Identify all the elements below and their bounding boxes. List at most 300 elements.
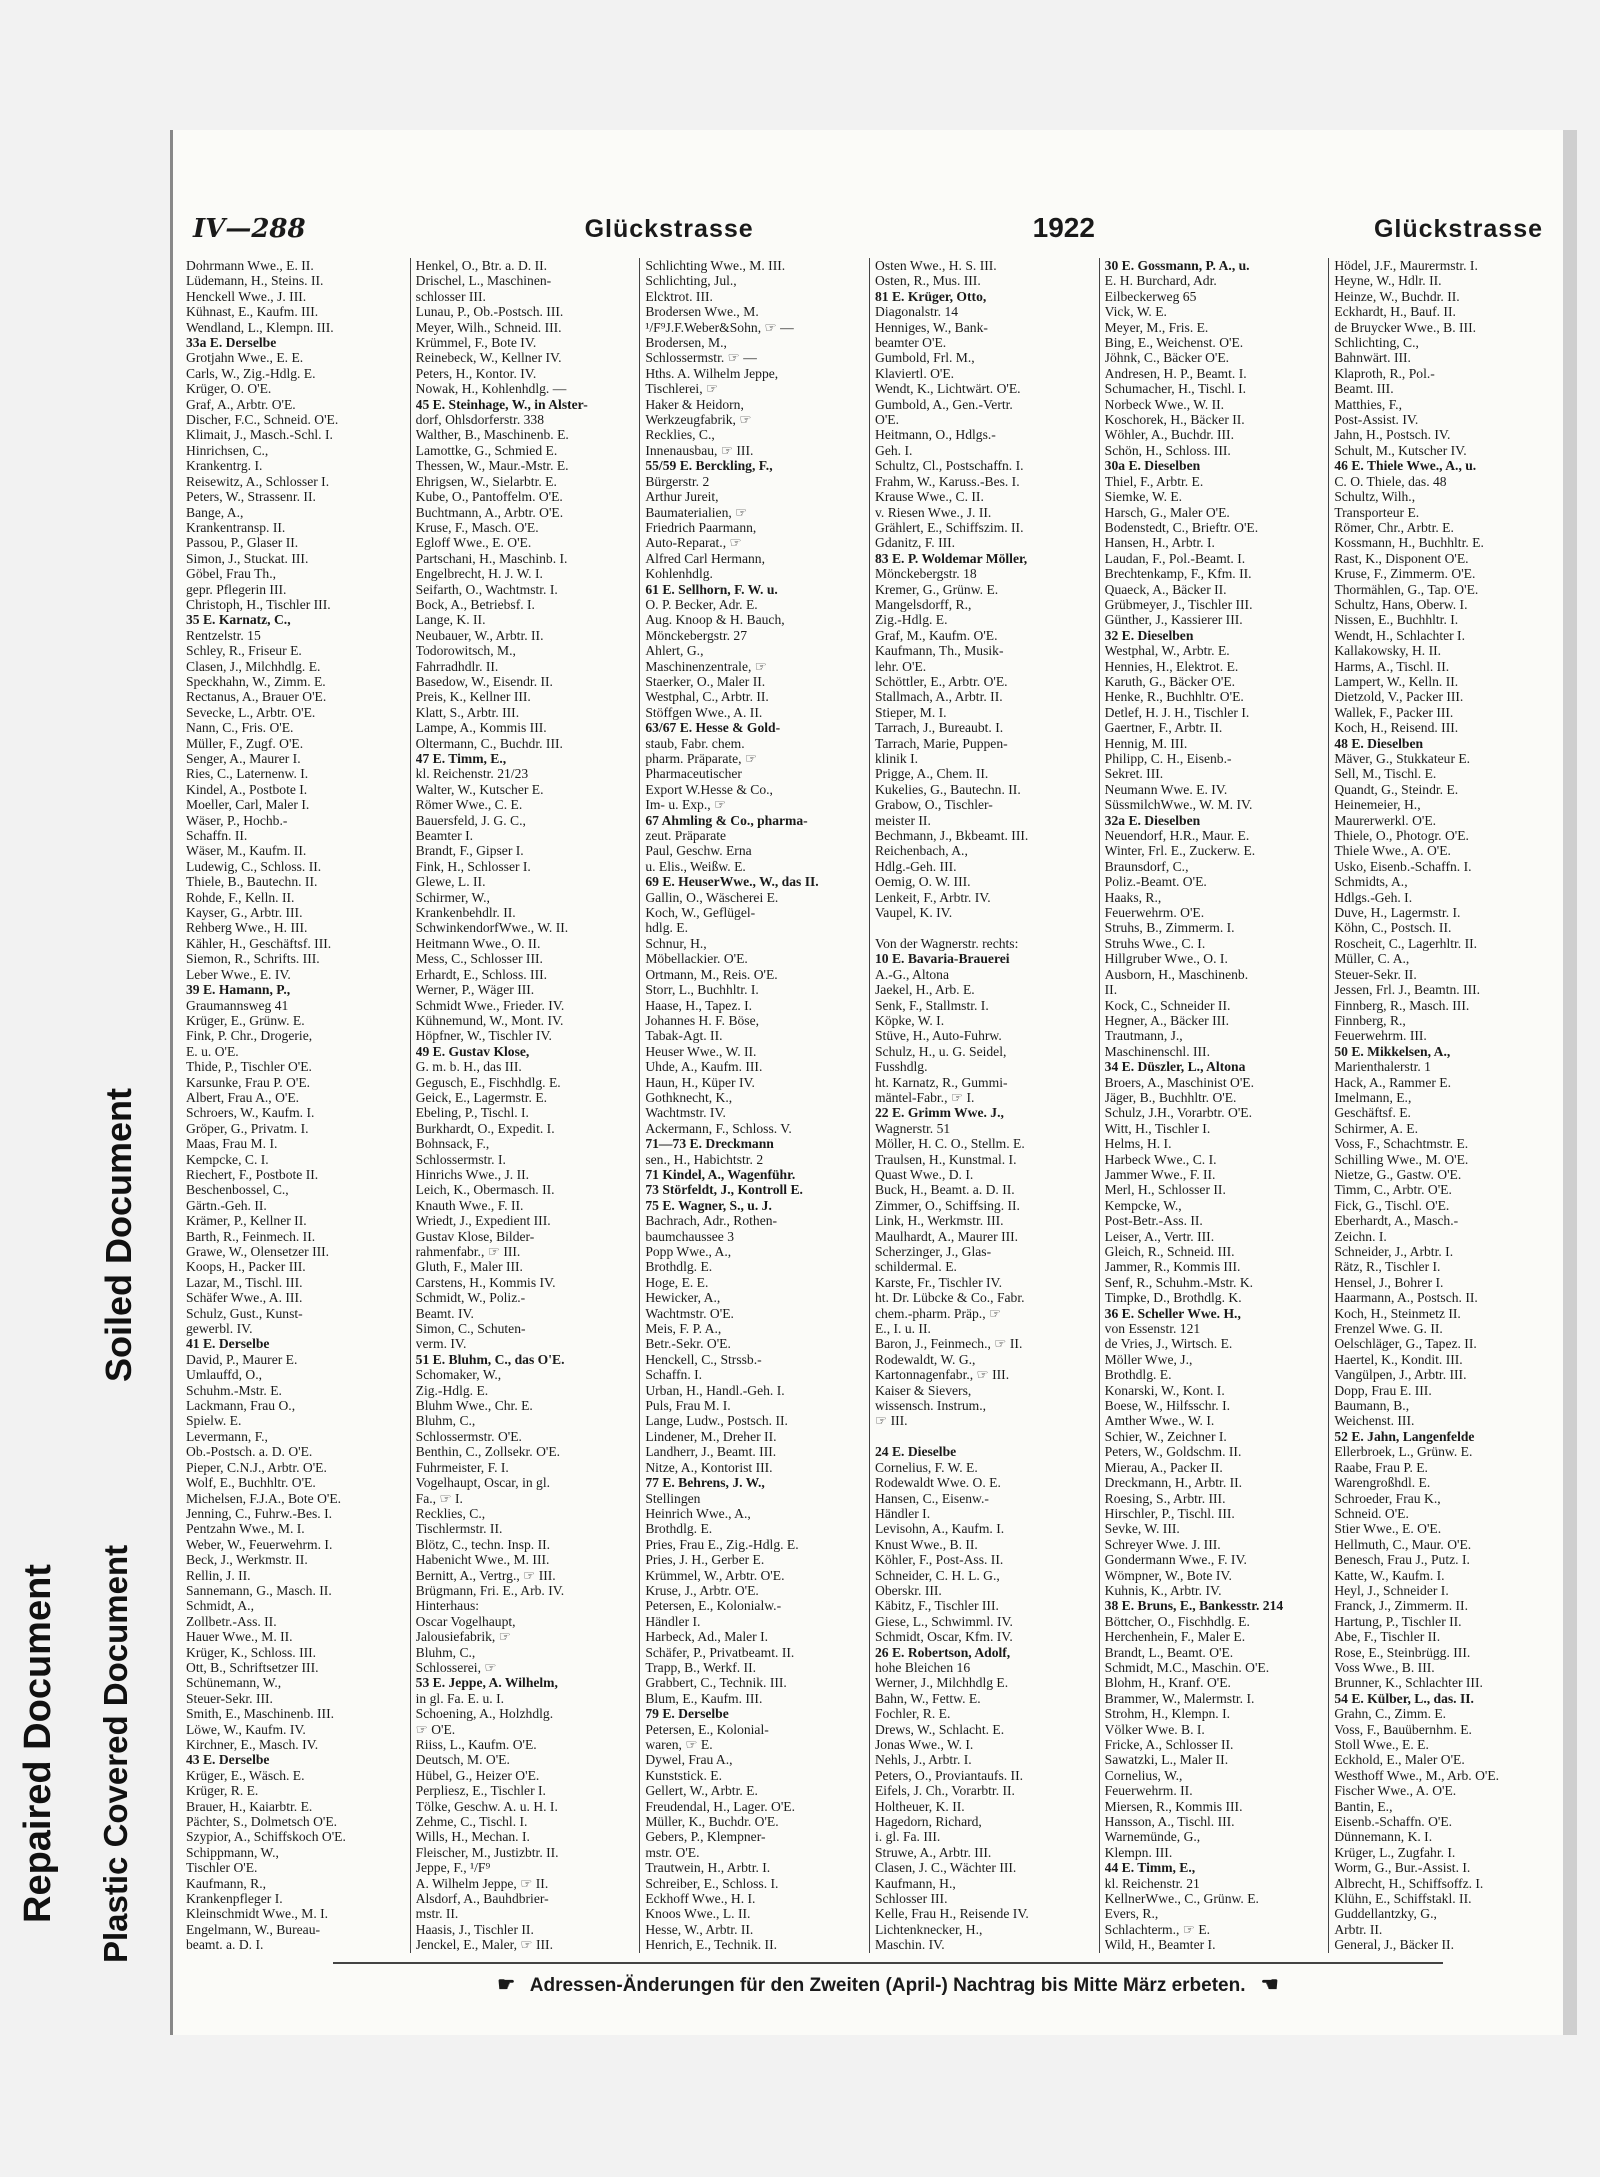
directory-entry: Broers, A., Maschinist O'E. bbox=[1104, 1074, 1254, 1090]
directory-entry: Maurerwerkl. O'E. bbox=[1334, 812, 1437, 828]
directory-entry: Johannes H. F. Böse, bbox=[645, 1012, 760, 1028]
directory-entry: Cornelius, W., bbox=[1104, 1767, 1183, 1783]
directory-entry: Westphal, W., Arbtr. E. bbox=[1104, 643, 1230, 659]
directory-entry: Heitmann, O., Hdlgs.- bbox=[875, 427, 996, 443]
directory-entry: Wallek, F., Packer III. bbox=[1334, 704, 1454, 720]
directory-entry: Bechmann, J., Bkbeamt. III. bbox=[875, 828, 1029, 844]
directory-entry: Drischel, L., Maschinen- bbox=[415, 273, 552, 289]
directory-entry: Zig.-Hdlg. E. bbox=[415, 1382, 489, 1398]
directory-entry: 38 E. Bruns, E., Bankesstr. 214 bbox=[1104, 1598, 1284, 1614]
directory-entry: Michelsen, F.J.A., Bote O'E. bbox=[186, 1490, 342, 1506]
directory-entry: Benthin, C., Zollsekr. O'E. bbox=[415, 1444, 561, 1460]
directory-entry: Mess, C., Schlosser III. bbox=[415, 951, 543, 967]
directory-entry: Evers, R., bbox=[1104, 1906, 1159, 1922]
directory-entry: Gebers, P., Klempner- bbox=[645, 1829, 766, 1845]
directory-entry: 54 E. Külber, L., das. II. bbox=[1334, 1690, 1474, 1706]
directory-entry: Westhoff Wwe., M., Arb. O'E. bbox=[1334, 1767, 1500, 1783]
directory-entry: Wild, H., Beamter I. bbox=[1104, 1937, 1216, 1953]
directory-entry: Pentzahn Wwe., M. I. bbox=[186, 1521, 305, 1537]
directory-entry: Schulz, J.H., Vorarbtr. O'E. bbox=[1104, 1105, 1252, 1121]
directory-entry: Von der Wagnerstr. rechts: bbox=[875, 935, 1019, 951]
directory-entry: Schley, R., Friseur E. bbox=[186, 643, 302, 659]
directory-entry: ht. Karnatz, R., Gummi- bbox=[875, 1074, 1008, 1090]
directory-entry: Schuhm.-Mstr. E. bbox=[186, 1382, 282, 1398]
directory-entry: Passou, P., Glaser II. bbox=[186, 535, 299, 551]
directory-entry: Klühn, E., Schiffstakl. II. bbox=[1334, 1891, 1472, 1907]
directory-column-1 bbox=[181, 258, 411, 1953]
directory-entry: de Vries, J., Wirtsch. E. bbox=[1104, 1336, 1233, 1352]
directory-entry: Seifarth, O., Wachtmstr. I. bbox=[415, 581, 558, 597]
directory-entry: 30a E. Dieselben bbox=[1104, 458, 1201, 474]
directory-entry: Ludewig, C., Schloss. II. bbox=[186, 858, 322, 874]
directory-entry: 46 E. Thiele Wwe., A., u. bbox=[1334, 458, 1477, 474]
directory-entry: Laudan, F., Pol.-Beamt. I. bbox=[1104, 550, 1246, 566]
directory-entry: Klaviertl. O'E. bbox=[875, 365, 955, 381]
directory-entry: Lazar, M., Tischl. III. bbox=[186, 1274, 303, 1290]
directory-entry: 53 E. Jeppe, A. Wilhelm, bbox=[415, 1675, 558, 1691]
directory-entry: Tarrach, J., Bureaubt. I. bbox=[875, 720, 1004, 736]
directory-entry: Kaiser & Sievers, bbox=[875, 1382, 972, 1398]
directory-entry: Gallin, O., Wäscherei E. bbox=[645, 889, 779, 905]
directory-entry: Jahn, H., Postsch. IV. bbox=[1334, 427, 1451, 443]
directory-entry: Henniges, W., Bank- bbox=[875, 319, 988, 335]
directory-entry: Norbeck Wwe., W. II. bbox=[1104, 396, 1225, 412]
directory-entry: Staerker, O., Maler II. bbox=[645, 673, 766, 689]
directory-entry: Koops, H., Packer III. bbox=[186, 1259, 306, 1275]
directory-entry: 49 E. Gustav Klose, bbox=[415, 1043, 530, 1059]
directory-entry: Wendt, H., Schlachter I. bbox=[1334, 627, 1465, 643]
directory-entry: Beamt. III. bbox=[1334, 381, 1394, 397]
directory-entry: Simon, C., Schuten- bbox=[415, 1321, 526, 1337]
directory-entry: Diagonalstr. 14 bbox=[875, 304, 959, 320]
directory-entry: Grahn, C., Zimm. E. bbox=[1334, 1706, 1447, 1722]
directory-entry: Discher, F.C., Schneid. O'E. bbox=[186, 412, 339, 428]
directory-entry: Köhler, F., Post-Ass. II. bbox=[875, 1552, 1004, 1568]
directory-entry: Gaertner, F., Arbtr. II. bbox=[1104, 720, 1223, 736]
directory-entry: Leber Wwe., E. IV. bbox=[186, 966, 291, 982]
directory-entry: Möller Wwe, J., bbox=[1104, 1351, 1193, 1367]
directory-entry: Möller, H. C. O., Stellm. E. bbox=[875, 1136, 1025, 1152]
page-number: IV—288 bbox=[193, 214, 306, 244]
directory-entry: Kock, C., Schneider II. bbox=[1104, 997, 1231, 1013]
directory-entry: Schneider, C. H. L. G., bbox=[875, 1567, 1000, 1583]
directory-entry: Käbitz, F., Tischler III. bbox=[875, 1598, 999, 1614]
directory-entry: Usko, Eisenb.-Schaffn. I. bbox=[1334, 858, 1472, 874]
directory-entry: A. Wilhelm Jeppe, ☞ II. bbox=[415, 1875, 549, 1891]
directory-entry: Feuerwehrm. II. bbox=[1104, 1783, 1193, 1799]
directory-columns bbox=[181, 258, 1559, 1953]
directory-entry: Maschinenschl. III. bbox=[1104, 1043, 1210, 1059]
directory-entry: Duve, H., Lagermstr. I. bbox=[1334, 905, 1461, 921]
directory-entry: Göbel, Frau Th., bbox=[186, 566, 276, 582]
directory-entry: Schlichting, C., bbox=[1334, 335, 1419, 351]
directory-entry: 45 E. Steinhage, W., in Alster- bbox=[415, 396, 588, 412]
directory-entry: Rodewaldt Wwe. O. E. bbox=[875, 1475, 1001, 1491]
directory-entry: Albert, Frau A., O'E. bbox=[186, 1089, 300, 1105]
directory-entry: 35 E. Karnatz, C., bbox=[186, 612, 291, 628]
directory-entry: Neumann Wwe. E. IV. bbox=[1104, 781, 1228, 797]
directory-entry: Reichenbach, A., bbox=[875, 843, 968, 859]
directory-entry: C. O. Thiele, das. 48 bbox=[1334, 473, 1447, 489]
directory-entry: Händler I. bbox=[645, 1613, 701, 1629]
directory-entry: Schön, H., Schloss. III. bbox=[1104, 442, 1231, 458]
directory-entry: mstr. O'E. bbox=[645, 1844, 700, 1860]
directory-entry: Schaffn. II. bbox=[186, 828, 248, 844]
directory-entry: Nowak, H., Kohlenhdlg. — bbox=[415, 381, 567, 397]
directory-entry: Heitmann Wwe., O. II. bbox=[415, 935, 541, 951]
directory-entry: Brothdlg. E. bbox=[645, 1259, 713, 1275]
directory-entry: Maschin. IV. bbox=[875, 1937, 945, 1953]
directory-entry: Schmidt Wwe., Frieder. IV. bbox=[415, 997, 565, 1013]
directory-entry: lehr. O'E. bbox=[875, 658, 927, 674]
directory-entry: E. H. Burchard, Adr. bbox=[1104, 273, 1217, 289]
directory-entry: Scherzinger, J., Glas- bbox=[875, 1244, 992, 1259]
directory-entry: Feuerwehrm. III. bbox=[1334, 1028, 1427, 1044]
directory-entry: Baumann, B., bbox=[1334, 1398, 1410, 1414]
directory-entry: Bluhm Wwe., Chr. E. bbox=[415, 1398, 533, 1414]
directory-entry: verm. IV. bbox=[415, 1336, 467, 1352]
directory-entry: Rectanus, A., Brauer O'E. bbox=[186, 689, 327, 705]
directory-entry: Stellingen bbox=[645, 1490, 701, 1506]
directory-entry: Prigge, A., Chem. II. bbox=[875, 766, 989, 782]
street-name-right: Glückstrasse bbox=[1373, 215, 1543, 243]
directory-entry: Eberhardt, A., Masch.- bbox=[1334, 1213, 1459, 1229]
directory-entry: Szypior, A., Schiffskoch O'E. bbox=[186, 1829, 346, 1845]
directory-entry: Ob.-Postsch. a. D. O'E. bbox=[186, 1444, 313, 1460]
directory-entry: Giese, L., Schwimml. IV. bbox=[875, 1613, 1013, 1629]
directory-entry: Gellert, W., Arbtr. E. bbox=[645, 1783, 758, 1799]
directory-entry: Burkhardt, O., Expedit. I. bbox=[415, 1120, 555, 1136]
directory-entry: Umlauffd, O., bbox=[186, 1367, 263, 1383]
directory-entry: Schmidt, A., bbox=[186, 1598, 254, 1614]
directory-entry: Kühnast, E., Kaufm. III. bbox=[186, 304, 319, 320]
directory-entry: Rehberg Wwe., H. III. bbox=[186, 920, 308, 936]
directory-entry: Warengroßhdl. E. bbox=[1334, 1475, 1431, 1491]
directory-entry: SüssmilchWwe., W. M. IV. bbox=[1104, 797, 1253, 813]
directory-entry: 30 E. Gossmann, P. A., u. bbox=[1104, 258, 1250, 273]
directory-entry: Sevecke, L., Arbtr. O'E. bbox=[186, 704, 316, 720]
directory-entry: Bock, A., Betriebsf. I. bbox=[415, 596, 535, 612]
directory-entry: Krankentrg. I. bbox=[186, 458, 263, 474]
directory-entry: Poliz.-Beamt. O'E. bbox=[1104, 874, 1207, 890]
directory-entry: Kube, O., Pantoffelm. O'E. bbox=[415, 489, 563, 505]
directory-entry: Drews, W., Schlacht. E. bbox=[875, 1721, 1005, 1737]
directory-entry: Müller, K., Buchdr. O'E. bbox=[645, 1814, 779, 1830]
directory-entry: meister II. bbox=[875, 812, 931, 828]
directory-entry: Franck, J., Zimmerm. II. bbox=[1334, 1598, 1468, 1614]
directory-entry: Schulz, Gust., Kunst- bbox=[186, 1305, 303, 1321]
directory-entry: Petersen, E., Kolonial- bbox=[645, 1721, 769, 1737]
directory-entry: Hennig, M. III. bbox=[1104, 735, 1188, 751]
directory-entry: Popp Wwe., A., bbox=[645, 1244, 732, 1259]
directory-entry: Ortmann, M., Reis. O'E. bbox=[645, 966, 778, 982]
directory-entry: schlosser III. bbox=[415, 288, 486, 304]
directory-entry: Oscar Vogelhaupt, bbox=[415, 1613, 516, 1629]
directory-entry: II. bbox=[1104, 982, 1118, 998]
directory-entry: Koschorek, H., Bäcker II. bbox=[1104, 412, 1245, 428]
directory-entry: Gärtn.-Geh. II. bbox=[186, 1197, 267, 1213]
directory-entry: Blum, E., Kaufm. III. bbox=[645, 1690, 763, 1706]
directory-entry: Wills, H., Mechan. I. bbox=[415, 1829, 530, 1845]
directory-entry: Weber, W., Feuerwehrm. I. bbox=[186, 1536, 333, 1552]
directory-entry: Benesch, Frau J., Putz. I. bbox=[1334, 1552, 1470, 1568]
directory-entry: ☞ III. bbox=[875, 1413, 908, 1429]
directory-entry: Schlossermstr. O'E. bbox=[415, 1428, 522, 1444]
directory-entry: Schünemann, W., bbox=[186, 1675, 282, 1691]
pointing-hand-icon: ☛ bbox=[497, 1974, 516, 1996]
directory-entry: Brothdlg. E. bbox=[645, 1521, 713, 1537]
directory-entry: Kartonnagenfabr., ☞ III. bbox=[875, 1367, 1010, 1383]
directory-entry: pharm. Präparate, ☞ bbox=[645, 751, 758, 766]
directory-entry: Storr, L., Buchhltr. I. bbox=[645, 982, 759, 998]
directory-entry: Lindener, M., Dreher II. bbox=[645, 1428, 777, 1444]
directory-entry: Kohlenhdlg. bbox=[645, 566, 713, 582]
directory-entry: Krümmel, F., Bote IV. bbox=[415, 335, 537, 351]
directory-entry: Jöhnk, C., Bäcker O'E. bbox=[1104, 350, 1230, 366]
directory-entry: Hennies, H., Elektrot. E. bbox=[1104, 658, 1239, 674]
directory-entry: Schultz, Wilh., bbox=[1334, 489, 1416, 505]
directory-entry: 43 E. Derselbe bbox=[186, 1752, 270, 1768]
directory-entry: Reisewitz, A., Schlosser I. bbox=[186, 473, 330, 489]
directory-entry: Raabe, Frau P. E. bbox=[1334, 1459, 1428, 1475]
directory-entry: 47 E. Timm, E., bbox=[415, 751, 507, 766]
directory-entry: Hewicker, A., bbox=[645, 1290, 721, 1306]
directory-entry: Voss, F., Bauübernhm. E. bbox=[1334, 1721, 1472, 1737]
directory-entry: Buchtmann, A., Arbtr. O'E. bbox=[415, 504, 564, 520]
directory-entry: Schäfer, P., Privatbeamt. II. bbox=[645, 1644, 795, 1660]
directory-entry: Partschani, H., Maschinb. I. bbox=[415, 550, 568, 566]
directory-entry: Harbeck, Ad., Maler I. bbox=[645, 1629, 769, 1645]
directory-entry: Schroeder, Frau K., bbox=[1334, 1490, 1441, 1506]
directory-entry: Frahm, W., Karuss.-Bes. I. bbox=[875, 473, 1020, 489]
directory-entry: Schlossermstr. I. bbox=[415, 1151, 506, 1167]
directory-entry: Sell, M., Tischl. E. bbox=[1334, 766, 1437, 782]
directory-entry: Thessen, W., Maur.-Mstr. E. bbox=[415, 458, 569, 474]
directory-entry: Hinterhaus: bbox=[415, 1598, 480, 1614]
directory-entry: mäntel-Fabr., ☞ I. bbox=[875, 1089, 975, 1105]
directory-entry: Haertel, K., Kondit. III. bbox=[1334, 1351, 1463, 1367]
directory-entry: Hack, A., Rammer E. bbox=[1334, 1074, 1451, 1090]
directory-entry: Auto-Reparat., ☞ bbox=[645, 535, 742, 551]
directory-entry: waren, ☞ E. bbox=[645, 1737, 713, 1752]
directory-entry: Stieper, M. I. bbox=[875, 704, 947, 720]
directory-entry: schildermal. E. bbox=[875, 1259, 957, 1275]
directory-entry: Bahn, W., Fettw. E. bbox=[875, 1690, 981, 1706]
directory-entry: Eckhardt, H., Bauf. II. bbox=[1334, 304, 1456, 320]
directory-entry: Maschinenzentrale, ☞ bbox=[645, 658, 767, 674]
directory-entry: Link, H., Werkmstr. III. bbox=[875, 1213, 1004, 1229]
directory-entry: 71—73 E. Dreckmann bbox=[645, 1136, 774, 1152]
directory-column-2 bbox=[411, 258, 641, 1953]
directory-entry: Bantin, E., bbox=[1334, 1798, 1393, 1814]
directory-entry: Lampe, A., Kommis III. bbox=[415, 720, 547, 736]
directory-entry: Levermann, F., bbox=[186, 1428, 268, 1444]
directory-entry: Dopp, Frau E. III. bbox=[1334, 1382, 1432, 1398]
directory-entry: Wachtmstr. IV. bbox=[645, 1105, 726, 1121]
directory-entry: Karsunke, Frau P. O'E. bbox=[186, 1074, 311, 1090]
directory-entry: Dünnemann, K. I. bbox=[1334, 1829, 1433, 1845]
directory-entry: Kelle, Frau H., Reisende IV. bbox=[875, 1906, 1029, 1922]
directory-entry: 73 Störfeldt, J., Kontroll E. bbox=[645, 1182, 803, 1198]
directory-entry: Stöffgen Wwe., A. II. bbox=[645, 704, 763, 720]
directory-entry: Thiele Wwe., A. O'E. bbox=[1334, 843, 1451, 859]
directory-entry: Bernitt, A., Vertrg., ☞ III. bbox=[415, 1567, 556, 1583]
directory-entry: Pächter, S., Dolmetsch O'E. bbox=[186, 1814, 338, 1830]
directory-entry: Schultz, Hans, Oberw. I. bbox=[1334, 596, 1468, 612]
directory-entry: Schlosser III. bbox=[875, 1891, 948, 1907]
directory-entry: Wömpner, W., Bote IV. bbox=[1104, 1567, 1232, 1583]
directory-entry: Timm, C., Arbtr. O'E. bbox=[1334, 1182, 1452, 1198]
directory-entry: Dreckmann, H., Arbtr. II. bbox=[1104, 1475, 1243, 1491]
directory-entry: Urban, H., Handl.-Geh. I. bbox=[645, 1382, 785, 1398]
directory-entry: Beschenbossel, C., bbox=[186, 1182, 289, 1198]
directory-entry: Schult, M., Kutscher IV. bbox=[1334, 442, 1467, 458]
directory-entry: Bange, A., bbox=[186, 504, 244, 520]
directory-entry: Krüger, E., Grünw. E. bbox=[186, 1012, 305, 1028]
directory-entry: Kossmann, H., Buchhltr. E. bbox=[1334, 535, 1484, 551]
directory-entry: Struwe, A., Arbtr. III. bbox=[875, 1844, 992, 1860]
directory-entry: Dohrmann Wwe., E. II. bbox=[186, 258, 314, 273]
directory-entry: Klaproth, R., Pol.- bbox=[1334, 365, 1435, 381]
directory-entry: Haase, H., Tapez. I. bbox=[645, 997, 753, 1013]
directory-entry: Mierau, A., Packer II. bbox=[1104, 1459, 1223, 1475]
directory-entry: Sevke, W. III. bbox=[1104, 1521, 1180, 1537]
directory-entry: Köpke, W. I. bbox=[875, 1012, 945, 1028]
directory-entry: O. P. Becker, Adr. E. bbox=[645, 596, 758, 612]
directory-entry: Bodenstedt, C., Brieftr. O'E. bbox=[1104, 519, 1259, 535]
directory-entry: Graf, A., Arbtr. O'E. bbox=[186, 396, 296, 412]
directory-entry: David, P., Maurer E. bbox=[186, 1351, 298, 1367]
directory-entry: Innenausbau, ☞ III. bbox=[645, 442, 754, 458]
directory-entry: Traulsen, H., Kunstmal. I. bbox=[875, 1151, 1017, 1167]
directory-entry: Katte, W., Kaufm. I. bbox=[1334, 1567, 1445, 1583]
directory-entry: Arthur Jureit, bbox=[645, 489, 719, 505]
directory-entry: Moeller, Carl, Maler I. bbox=[186, 797, 310, 813]
directory-entry: Kaufmann, R., bbox=[186, 1875, 267, 1891]
directory-entry: Imelmann, E., bbox=[1334, 1089, 1412, 1105]
directory-entry: Brechtenkamp, F., Kfm. II. bbox=[1104, 566, 1252, 582]
directory-entry: Wachtmstr. O'E. bbox=[645, 1305, 734, 1321]
directory-entry: Ellerbroek, L., Grünw. E. bbox=[1334, 1444, 1473, 1460]
directory-entry: Maas, Frau M. I. bbox=[186, 1136, 278, 1152]
directory-entry: Marienthalerstr. 1 bbox=[1334, 1059, 1431, 1075]
directory-entry: 36 E. Scheller Wwe. H., bbox=[1104, 1305, 1241, 1321]
directory-entry: Müller, F., Zugf. O'E. bbox=[186, 735, 304, 751]
directory-entry: Thide, P., Tischler O'E. bbox=[186, 1059, 312, 1075]
directory-entry: 44 E. Timm, E., bbox=[1104, 1860, 1196, 1876]
directory-entry: Quandt, G., Steindr. E. bbox=[1334, 781, 1459, 797]
directory-entry: Detlef, H. J. H., Tischler I. bbox=[1104, 704, 1250, 720]
directory-entry: Wendt, K., Lichtwärt. O'E. bbox=[875, 381, 1021, 397]
directory-entry: Hellmuth, C., Maur. O'E. bbox=[1334, 1536, 1472, 1552]
directory-entry: Braunsdorf, C., bbox=[1104, 858, 1189, 874]
directory-entry: Wäser, P., Hochb.- bbox=[186, 812, 288, 828]
directory-entry: 55/59 E. Berckling, F., bbox=[645, 458, 773, 474]
directory-entry: Jammer Wwe., F. II. bbox=[1104, 1166, 1216, 1182]
directory-entry: Jenckel, E., Maler, ☞ III. bbox=[415, 1937, 553, 1953]
directory-entry: Brunner, K., Schlachter III. bbox=[1334, 1675, 1483, 1691]
directory-entry: ¹/F⁹J.F.Weber&Sohn, ☞ — bbox=[645, 319, 794, 335]
directory-entry: Krause Wwe., C. II. bbox=[875, 489, 984, 505]
directory-entry: Kaufmann, Th., Musik- bbox=[875, 643, 1004, 659]
directory-entry: Helms, H. I. bbox=[1104, 1136, 1172, 1152]
directory-entry: Nitze, A., Kontorist III. bbox=[645, 1459, 773, 1475]
directory-entry: Knauth Wwe., F. II. bbox=[415, 1197, 524, 1213]
directory-entry: Graumannsweg 41 bbox=[186, 997, 289, 1013]
directory-entry: Dietzold, V., Packer III. bbox=[1334, 689, 1464, 705]
directory-entry: Günther, J., Kassierer III. bbox=[1104, 612, 1243, 628]
directory-entry: Kallakowsky, H. II. bbox=[1334, 643, 1442, 659]
directory-entry: Thiel, F., Arbtr. E. bbox=[1104, 473, 1204, 489]
directory-entry: Pries, Frau E., Zig.-Hdlg. E. bbox=[645, 1536, 799, 1552]
directory-entry: u. Elis., Weißw. E. bbox=[645, 858, 746, 874]
footer-text: Adressen-Änderungen für den Zweiten (April-) Nachtrag bis Mitte März erbeten. bbox=[529, 1975, 1246, 1996]
directory-entry: Amther Wwe., W. I. bbox=[1104, 1413, 1215, 1429]
directory-entry: Schöttler, E., Arbtr. O'E. bbox=[875, 673, 1008, 689]
directory-entry: Oltermann, C., Buchdr. III. bbox=[415, 735, 563, 751]
directory-entry: Schultz, Cl., Postschaffn. I. bbox=[875, 458, 1024, 474]
directory-entry: Zimmer, O., Schiffsing. II. bbox=[875, 1197, 1020, 1213]
directory-entry bbox=[875, 1429, 1094, 1444]
directory-entry: Jammer, R., Kommis III. bbox=[1104, 1259, 1241, 1275]
directory-entry: Kunststick. E. bbox=[645, 1767, 722, 1783]
directory-entry: Heyl, J., Schneider I. bbox=[1334, 1582, 1449, 1598]
directory-entry: Sawatzki, L., Maler II. bbox=[1104, 1752, 1229, 1768]
directory-entry: Mönckebergstr. 18 bbox=[875, 566, 977, 582]
soiled-document-stamp: Soiled Document bbox=[98, 1087, 139, 1382]
directory-entry: Jessen, Frl. J., Beamtn. III. bbox=[1334, 982, 1481, 998]
directory-entry: Boese, W., Hilfsschr. I. bbox=[1104, 1398, 1231, 1414]
directory-entry: Stallmach, A., Arbtr. II. bbox=[875, 689, 1003, 705]
directory-entry: Aug. Knoop & H. Bauch, bbox=[645, 612, 785, 628]
page-header bbox=[193, 212, 1543, 242]
directory-entry: Walther, B., Maschinenb. E. bbox=[415, 427, 569, 443]
directory-entry: Schier, W., Zeichner I. bbox=[1104, 1428, 1227, 1444]
directory-entry: Reinebeck, W., Kellner IV. bbox=[415, 350, 562, 366]
directory-entry: Friedrich Paarmann, bbox=[645, 519, 757, 535]
directory-entry: Warnemünde, G., bbox=[1104, 1829, 1201, 1845]
directory-entry: Krüger, R. E. bbox=[186, 1783, 259, 1799]
directory-entry: dorf, Ohlsdorferstr. 338 bbox=[415, 412, 545, 428]
directory-entry: Karuth, G., Bäcker O'E. bbox=[1104, 673, 1236, 689]
directory-entry: Lackmann, Frau O., bbox=[186, 1398, 296, 1414]
directory-entry: v. Riesen Wwe., J. II. bbox=[875, 504, 992, 520]
directory-entry: G. m. b. H., das III. bbox=[415, 1059, 522, 1075]
directory-entry: Heinze, W., Buchdr. II. bbox=[1334, 288, 1460, 304]
directory-entry: Tölke, Geschw. A. u. H. I. bbox=[415, 1798, 558, 1814]
directory-entry: Timpke, D., Brothdlg. K. bbox=[1104, 1290, 1242, 1306]
directory-entry: Wolf, E., Buchhltr. O'E. bbox=[186, 1475, 316, 1491]
directory-entry: Klempn. III. bbox=[1104, 1844, 1173, 1860]
directory-entry: Arbtr. II. bbox=[1334, 1921, 1383, 1937]
directory-entry: Siemon, R., Schrifts. III. bbox=[186, 951, 320, 967]
directory-entry: Albrecht, H., Schiffsoffz. I. bbox=[1334, 1875, 1484, 1891]
directory-entry: Hauer Wwe., M. II. bbox=[186, 1629, 293, 1645]
directory-entry: Schreyer Wwe. J. III. bbox=[1104, 1536, 1221, 1552]
directory-entry: Schmidt, W., Poliz.- bbox=[415, 1290, 526, 1306]
directory-entry: Haaks, R., bbox=[1104, 889, 1162, 905]
directory-entry: Kähler, H., Geschäftsf. III. bbox=[186, 935, 332, 951]
directory-entry: Brammer, W., Malermstr. I. bbox=[1104, 1690, 1255, 1706]
directory-entry: Heuser Wwe., W. II. bbox=[645, 1043, 757, 1059]
directory-entry: Werner, J., Milchhdlg E. bbox=[875, 1675, 1009, 1691]
directory-entry: Heyne, W., Hdlr. II. bbox=[1334, 273, 1442, 289]
directory-entry: KellnerWwe., C., Grünw. E. bbox=[1104, 1891, 1259, 1907]
directory-entry: Eisenb.-Schaffn. O'E. bbox=[1334, 1814, 1453, 1830]
directory-entry: Buck, H., Beamt. a. D. II. bbox=[875, 1182, 1015, 1198]
directory-entry: Recklies, C., bbox=[645, 427, 715, 443]
directory-entry: 51 E. Bluhm, C., das O'E. bbox=[415, 1351, 565, 1367]
